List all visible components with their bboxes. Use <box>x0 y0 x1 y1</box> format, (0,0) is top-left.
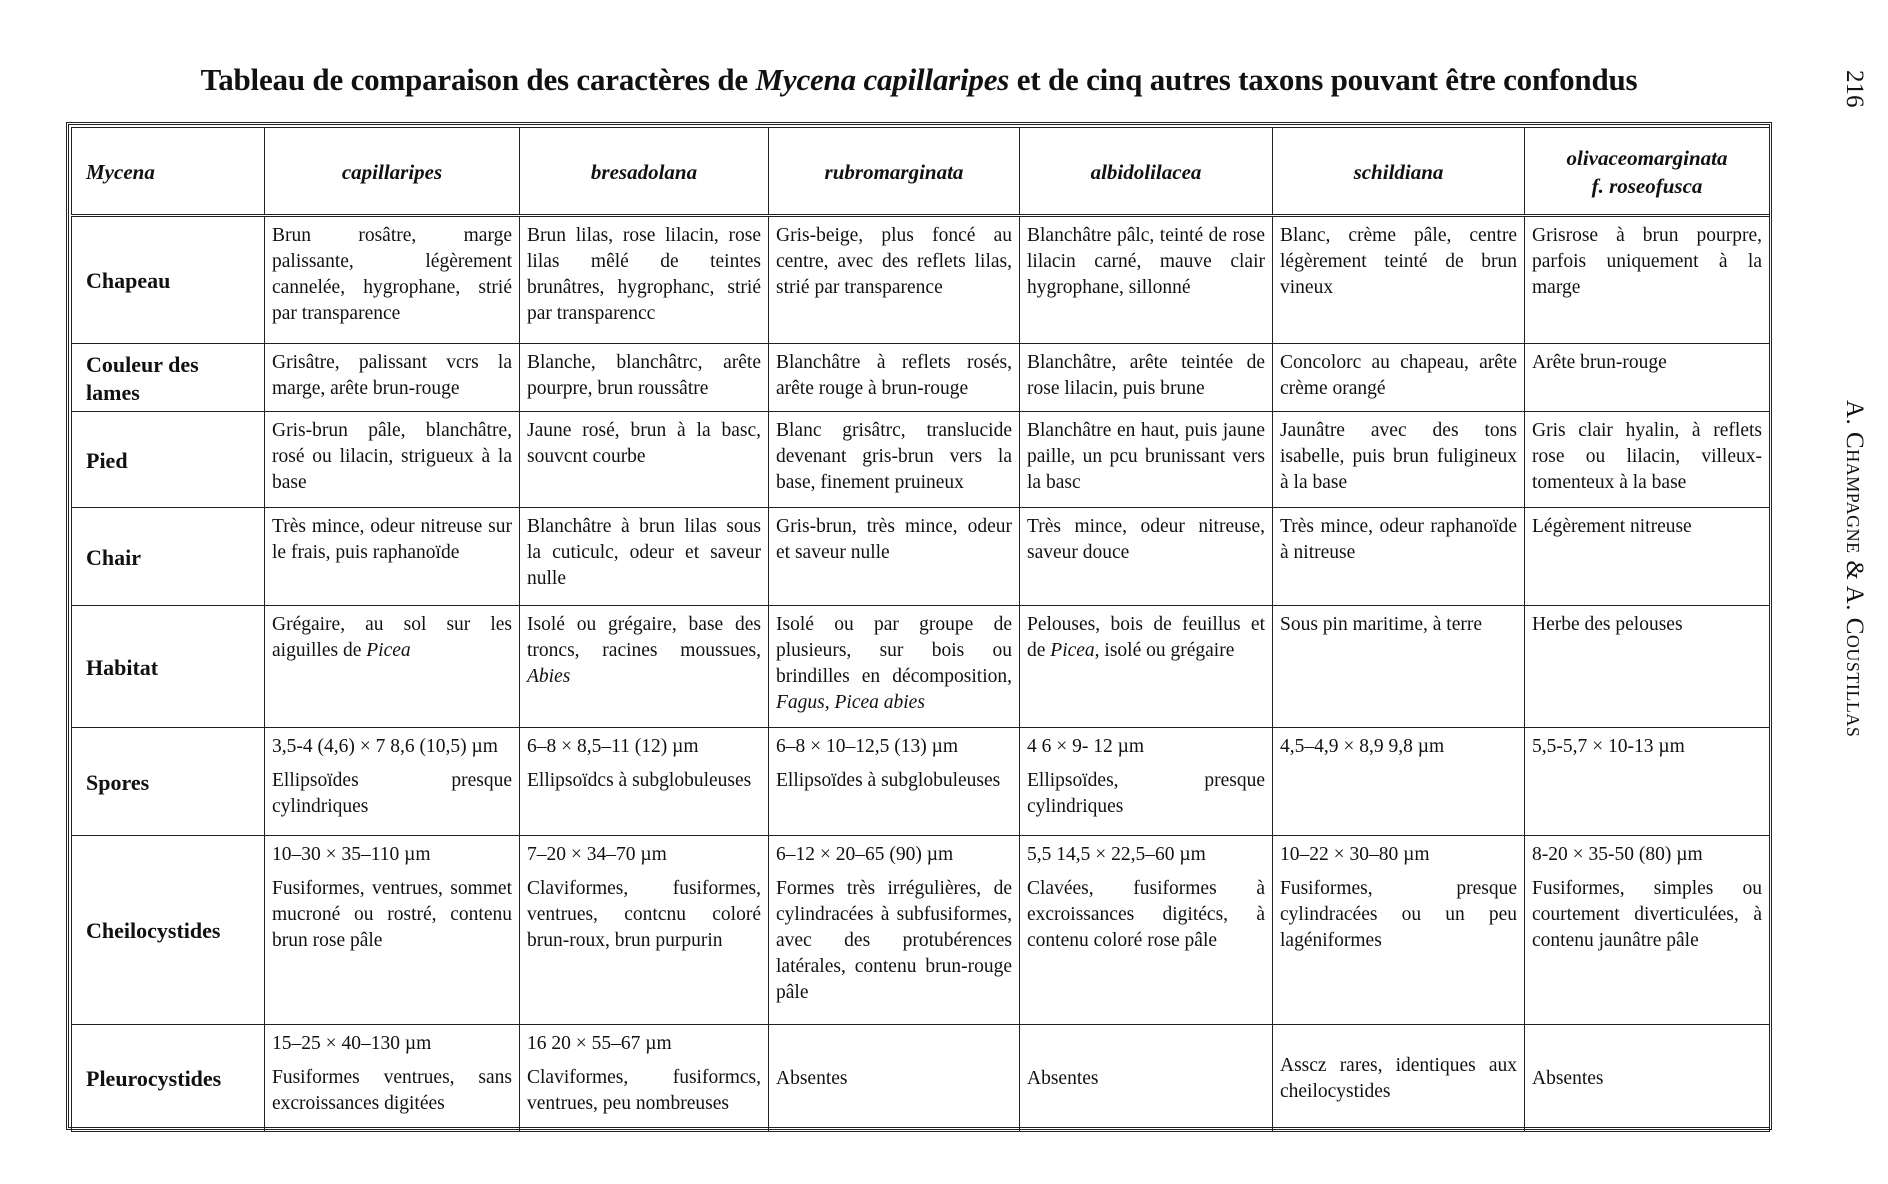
cell-text: Pelouses, bois de feuillus et de <box>1027 614 1265 661</box>
table-cell: Brun lilas, rose lilacin, rose lilas mêlé de teintes brunâtres, hygrophanc, strié par transparencc <box>520 216 769 344</box>
table-cell <box>265 1025 520 1132</box>
table-cell: Gris-beige, plus foncé au centre, avec des reflets lilas, strié par transparence <box>769 216 1020 344</box>
spore-size: 6–8 × 8,5–11 (12) µm <box>527 736 699 757</box>
header-albidolilacea: albidolilacea <box>1020 128 1273 216</box>
table-cell <box>769 606 1020 728</box>
table-cell <box>1020 1025 1273 1132</box>
spore-size: 5,5-5,7 × 10-13 µm <box>1532 736 1685 757</box>
table-cell <box>520 1025 769 1132</box>
table-cell: Jaune rosé, brun à la basc, souvcnt courbe <box>520 412 769 508</box>
page-number: 216 <box>1841 70 1868 108</box>
cystidia-size: 10–22 × 30–80 µm <box>1280 844 1430 865</box>
spore-size: 3,5-4 (4,6) × 7 8,6 (10,5) µm <box>272 736 498 757</box>
cystidia-shape: Absentes <box>1027 1068 1099 1089</box>
row-label: Pleurocystides <box>72 1025 265 1132</box>
table-cell <box>265 836 520 1025</box>
cystidia-size: 16 20 × 55–67 µm <box>527 1033 672 1054</box>
cystidia-shape: Fusiformes, presque cylindracées ou un peu lagéniformes <box>1280 878 1517 951</box>
cystidia-shape: Formes très irrégulières, de cylindracées à subfusiformes, avec des protubérences latérales, contenu brun-rouge pâle <box>776 878 1012 1003</box>
table-row-chapeau <box>72 216 1770 344</box>
running-header-authors: A. Champagne & A. Coustillas <box>1841 400 1868 738</box>
table-row-cheilocystides <box>72 836 1770 1025</box>
table-cell: Blanchâtre en haut, puis jaune paille, un pcu brunissant vers la basc <box>1020 412 1273 508</box>
table-cell <box>265 728 520 836</box>
row-label: Chair <box>72 508 265 606</box>
cystidia-size: 10–30 × 35–110 µm <box>272 844 431 865</box>
table-cell <box>265 606 520 728</box>
cystidia-size: 7–20 × 34–70 µm <box>527 844 667 865</box>
cystidia-size: 6–12 × 20–65 (90) µm <box>776 844 954 865</box>
cystidia-shape: Claviformes, fusiformes, ventrues, contcnu coloré brun-roux, brun purpurin <box>527 878 761 951</box>
title-species: Mycena capillaripes <box>755 62 1010 97</box>
header-row <box>72 128 1770 216</box>
header-capillaripes: capillaripes <box>265 128 520 216</box>
cell-taxon-italic: Picea <box>366 640 411 661</box>
table-cell <box>1525 836 1770 1025</box>
table-cell <box>520 728 769 836</box>
row-label: Habitat <box>72 606 265 728</box>
cystidia-size: 5,5 14,5 × 22,5–60 µm <box>1027 844 1206 865</box>
table-cell: Très mince, odeur nitreuse, saveur douce <box>1020 508 1273 606</box>
table-cell: Arête brun-rouge <box>1525 344 1770 412</box>
cystidia-shape: Fusiformes, ventrues, sommet mucroné ou rostré, contenu brun rose pâle <box>272 878 512 951</box>
table-cell <box>1020 728 1273 836</box>
cell-text: Isolé ou grégaire, base des troncs, racines moussues, <box>527 614 761 661</box>
table-cell <box>1525 1025 1770 1132</box>
cell-taxon-italic: Abies <box>527 666 571 687</box>
row-label: Cheilocystides <box>72 836 265 1025</box>
table-cell <box>1273 1025 1525 1132</box>
cell-text: Grégaire, au sol sur les aiguilles de <box>272 614 512 661</box>
cystidia-shape: Clavées, fusiformes à excroissances digitécs, à contenu coloré rose pâle <box>1027 878 1265 951</box>
table-cell: Concolorc au chapeau, arête crème orangé <box>1273 344 1525 412</box>
header-genus: Mycena <box>72 128 265 216</box>
table-cell: Gris-brun pâle, blanchâtre, rosé ou lilacin, strigueux à la base <box>265 412 520 508</box>
spore-size: 6–8 × 10–12,5 (13) µm <box>776 736 959 757</box>
table-cell: Jaunâtre avec des tons isabelle, puis brun fuligineux à la base <box>1273 412 1525 508</box>
table-cell: Gris-brun, très mince, odeur et saveur nulle <box>769 508 1020 606</box>
cystidia-size: 15–25 × 40–130 µm <box>272 1033 432 1054</box>
header-olivaceomarginata <box>1525 128 1770 216</box>
header-bresadolana: bresadolana <box>520 128 769 216</box>
row-label: Spores <box>72 728 265 836</box>
spore-size: 4 6 × 9- 12 µm <box>1027 736 1145 757</box>
table-cell: Blanchâtre, arête teintée de rose lilacin, puis brune <box>1020 344 1273 412</box>
spore-shape: Ellipsoïdes presque cylindriques <box>272 770 512 817</box>
table-cell <box>769 836 1020 1025</box>
header-olivaceomarginata-line1: olivaceomarginata <box>1566 146 1728 170</box>
spore-shape: Ellipsoïdes, presque cylindriques <box>1027 770 1265 817</box>
cystidia-shape: Absentes <box>776 1068 848 1089</box>
table-cell <box>1273 606 1525 728</box>
table-row-habitat <box>72 606 1770 728</box>
table-cell: Légèrement nitreuse <box>1525 508 1770 606</box>
table-row-spores <box>72 728 1770 836</box>
header-schildiana: schildiana <box>1273 128 1525 216</box>
comparison-table-frame <box>66 122 1772 1130</box>
cystidia-shape: Fusiformes, simples ou courtement diverticulées, à contenu jaunâtre pâle <box>1532 878 1762 951</box>
title-text: Tableau de comparaison des caractères de <box>200 62 756 97</box>
cystidia-shape: Asscz rares, identiques aux cheilocystides <box>1280 1055 1517 1102</box>
header-rubromarginata: rubromarginata <box>769 128 1020 216</box>
table-cell <box>1525 606 1770 728</box>
table-cell: Très mince, odeur nitreuse sur le frais, puis raphanoïde <box>265 508 520 606</box>
spore-shape: Ellipsoïdcs à subglobuleuses <box>527 770 752 791</box>
table-cell <box>1020 836 1273 1025</box>
cystidia-shape: Absentes <box>1532 1068 1604 1089</box>
table-cell <box>520 606 769 728</box>
cystidia-size: 8-20 × 35-50 (80) µm <box>1532 844 1703 865</box>
table-cell <box>1525 728 1770 836</box>
row-label: Chapeau <box>72 216 265 344</box>
comparison-table <box>71 127 1770 1132</box>
table-cell <box>1273 836 1525 1025</box>
table-title <box>66 62 1772 98</box>
cystidia-shape: Fusiformes ventrues, sans excroissances digitées <box>272 1067 512 1114</box>
table-cell: Brun rosâtre, marge palissante, légèrement cannelée, hygrophane, strié par transparence <box>265 216 520 344</box>
table-row-pied <box>72 412 1770 508</box>
row-label: Couleur des lames <box>72 344 265 412</box>
table-row-pleurocystides <box>72 1025 1770 1132</box>
table-row-chair <box>72 508 1770 606</box>
table-cell <box>520 836 769 1025</box>
table-row-lames <box>72 344 1770 412</box>
table-cell <box>1273 728 1525 836</box>
spore-size: 4,5–4,9 × 8,9 9,8 µm <box>1280 736 1445 757</box>
cell-taxon-italic: Picea <box>1050 640 1095 661</box>
row-label: Pied <box>72 412 265 508</box>
header-olivaceomarginata-line2: f. roseofusca <box>1591 174 1703 198</box>
table-cell: Blanchâtre pâlc, teinté de rose lilacin carné, mauve clair hygrophane, sillonné <box>1020 216 1273 344</box>
table-cell: Grisâtre, palissant vcrs la marge, arête brun-rouge <box>265 344 520 412</box>
table-cell: Blanc, crème pâle, centre légèrement teinté de brun vineux <box>1273 216 1525 344</box>
cell-text: Sous pin maritime, à terre <box>1280 614 1482 635</box>
cell-taxon-italic: Fagus, Picea abies <box>776 692 925 713</box>
table-cell: Blanche, blanchâtrc, arête pourpre, brun roussâtre <box>520 344 769 412</box>
table-cell: Blanc grisâtrc, translucide devenant gris-brun vers la base, finement pruineux <box>769 412 1020 508</box>
table-cell: Gris clair hyalin, à reflets rose ou lilacin, villeux-tomenteux à la base <box>1525 412 1770 508</box>
cell-text-after: , isolé ou grégaire <box>1094 640 1235 661</box>
cell-text: Herbe des pelouses <box>1532 614 1683 635</box>
table-cell: Grisrose à brun pourpre, parfois uniquement à la marge <box>1525 216 1770 344</box>
spore-shape: Ellipsoïdes à subglobuleuses <box>776 770 1001 791</box>
table-cell: Blanchâtre à brun lilas sous la cuticulc, odeur et saveur nulle <box>520 508 769 606</box>
table-cell: Blanchâtre à reflets rosés, arête rouge à brun-rouge <box>769 344 1020 412</box>
cystidia-shape: Claviformes, fusiformcs, ventrues, peu nombreuses <box>527 1067 761 1114</box>
title-text-end: et de cinq autres taxons pouvant être confondus <box>1009 62 1638 97</box>
table-cell <box>1020 606 1273 728</box>
table-cell <box>769 728 1020 836</box>
table-cell <box>769 1025 1020 1132</box>
table-cell: Très mince, odeur raphanoïde à nitreuse <box>1273 508 1525 606</box>
cell-text: Isolé ou par groupe de plusieurs, sur bois ou brindilles en décomposition, <box>776 614 1012 687</box>
